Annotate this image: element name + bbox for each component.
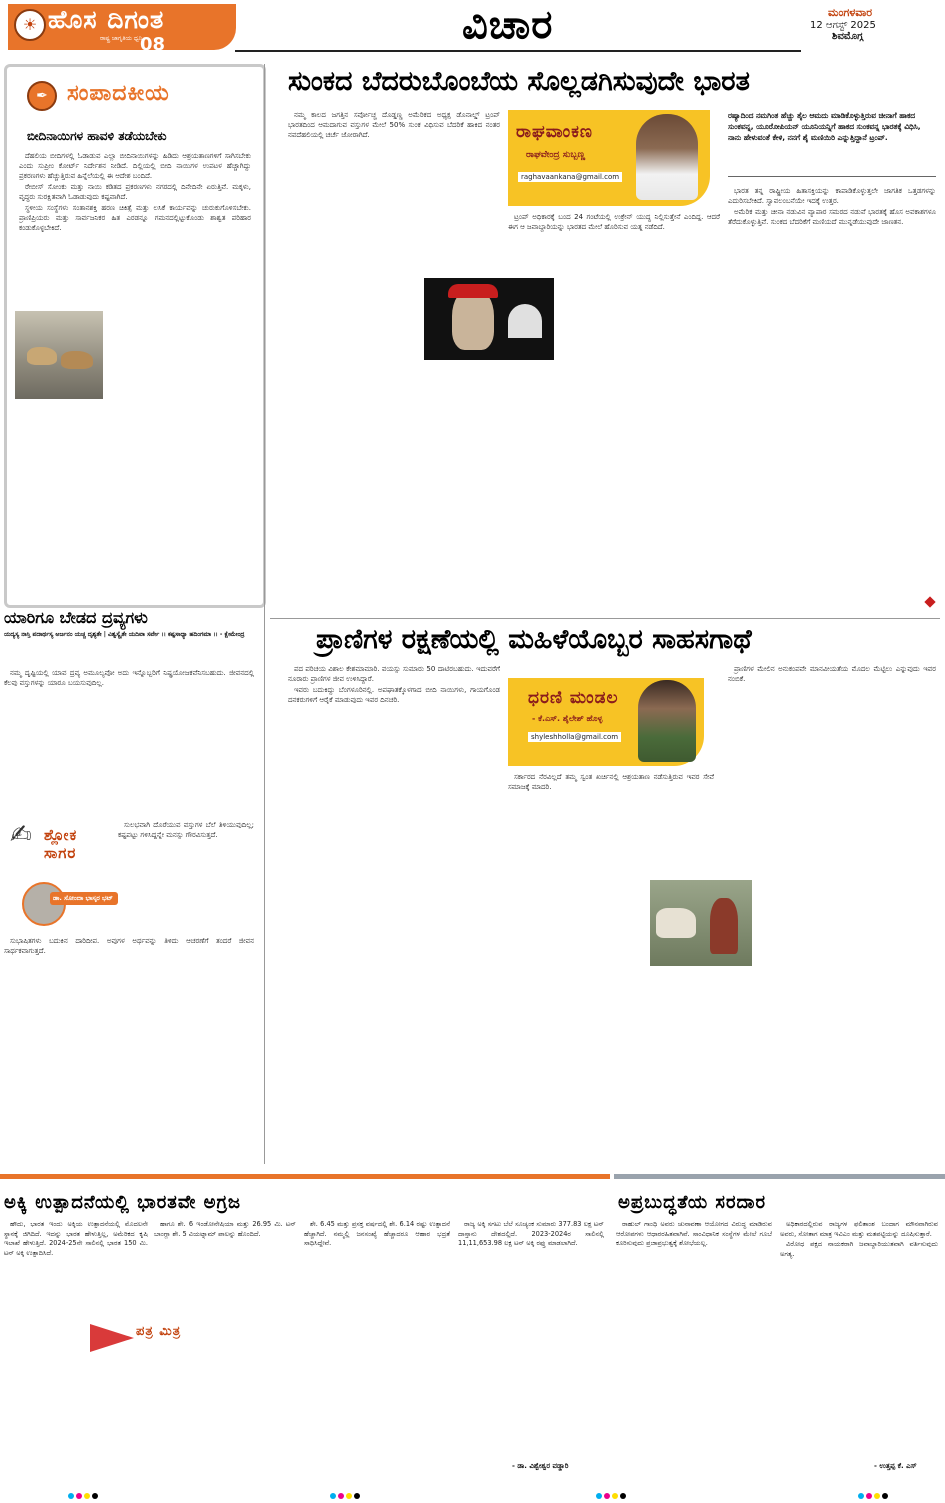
bottom-divider — [0, 1172, 945, 1180]
shloka-author: ಡಾ. ಸೋಂದಾ ಭಾಸ್ಕರ ಭಟ್ — [50, 892, 118, 905]
shloka-body-top: ನಮ್ಮ ದೃಷ್ಟಿಯಲ್ಲಿ ಯಾವ ದ್ರವ್ಯ ಅಮೂಲ್ಯವೋ ಅದು ಇನ್ನೊಬ್ಬರಿಗೆ ನಿಷ್ಪ್ರಯೋಜಕವೆನಿಸಬಹುದು. ಜೀವನದಲ್ಲಿ ಕೆಲವು ವಸ್ತುಗಳನ್ನು ಯಾರೂ ಬಯಸುವುದಿಲ್ಲ. — [4, 669, 254, 687]
dog-figure-icon — [27, 347, 57, 365]
lead-pull-quote: ರಷ್ಯಾದಿಂದ ನಮಗಿಂತ ಹೆಚ್ಚು ತೈಲ ಆಮದು ಮಾಡಿಕೊಳ್ಳುತ್ತಿರುವ ಚೀನಾಗೆ ಹಾಕದ ಸುಂಕವನ್ನ, ಯೂರೋಪಿಯನ್ ಯೂನಿಯನ್ನಿಗೆ ಹಾಕದ ಸುಂಕವನ್ನ ಭಾರತಕ್ಕೆ ವಿಧಿಸಿ, ನಾನು ಹೇಳುವಂತೆ ಕೇಳಿ, ನನಗೆ ಶೈ ಮಣಿಯಿರಿ ಎನ್ನುತ್ತಿದ್ದಾನೆ ಟ್ರಂಪ್. — [728, 111, 921, 142]
second-author-avatar — [638, 680, 696, 762]
lead-author-email: raghavaankana@gmail.com — [518, 172, 622, 182]
left-column-divider — [264, 64, 265, 1164]
immaturity-headline: ಅಪ್ರಬುದ್ಧತೆಯ ಸರದಾರ — [618, 1192, 766, 1213]
shloka-section — [4, 608, 260, 1164]
lead-author-name: ರಾಘವೇಂದ್ರ ಸುಬ್ಬಣ್ಣ — [526, 150, 586, 160]
red-cap-icon — [448, 284, 498, 298]
shloka-badge-box — [4, 820, 112, 930]
day-label: ಮಂಗಳವಾರ — [828, 6, 873, 19]
brand-name: ಹೊಸ ದಿಗಂತ — [48, 5, 165, 34]
second-body-col3: ಪ್ರಾಣಿಗಳ ಮೇಲಿನ ಅನುಕಂಪವೇ ಮಾನವೀಯತೆಯ ಮೊದಲ ಮೆಟ್ಟಿಲು ಎನ್ನುವುದು ಇವರ ನಂಬಿಕೆ. — [728, 665, 936, 683]
bottom-divider-grey — [614, 1174, 945, 1179]
brand-tagline: ರಾಷ್ಟ್ರ ಜಾಗೃತಿಯ ಧ್ವನಿ — [100, 35, 143, 42]
immaturity-article — [616, 1184, 940, 1480]
lead-body-col1: ನಮ್ಮ ಕಾಲದ ಜಗತ್ತಿನ ಸರ್ವೋಚ್ಚ ದೊಡ್ಡಣ್ಣ ಅಮೆರಿಕದ ಅಧ್ಯಕ್ಷ ಡೊನಾಲ್ಡ್ ಟ್ರಂಪ್ ಭಾರತದಿಂದ ಆಮದಾಗುವ ವಸ್ತುಗಳ ಮೇಲೆ 50% ಸುಂಕ ವಿಧಿಸುವ ಬೆದರಿಕೆ ಹಾಕಿದ ನಂತರ ನವದೆಹಲಿಯಲ್ಲಿ ಚರ್ಚೆ ಜೋರಾಗಿದೆ. — [288, 111, 500, 139]
second-body-col2: ಸರ್ಕಾರದ ನೆರವಿಲ್ಲದೆ ತಮ್ಮ ಸ್ವಂತ ಖರ್ಚಿನಲ್ಲಿ ಆಶ್ರಯತಾಣ ನಡೆಸುತ್ತಿರುವ ಇವರ ಸೇವೆ ಸಮಾಜಕ್ಕೆ ಮಾದರಿ. — [508, 773, 714, 791]
lead-author-badge: ರಾಘವಾಂಕಣ — [516, 122, 593, 142]
trump-illustration — [424, 278, 554, 360]
editorial-body: ದೆಹಲಿಯ ಬೀದಿಗಳಲ್ಲಿ ಓಡಾಡುವ ಎಲ್ಲಾ ಬೀದಿನಾಯಿಗಳನ್ನು ಹಿಡಿದು ಆಶ್ರಯತಾಣಗಳಿಗೆ ಸಾಗಿಸಬೇಕು ಎಂದು ಸುಪ್ರೀಂ ಕೋರ್ಟ್ ನಿರ್ದೇಶನ ನೀಡಿದೆ. ದಿಲ್ಲಿಯಲ್ಲಿ ಬೀದಿ ನಾಯಿಗಳ ಉಪಟಳ ಹೆಚ್ಚಾಗಿದ್ದು ಪ್ರಕರಣಗಳು ಹೆಚ್ಚುತ್ತಿರುವ ಹಿನ್ನೆಲೆಯಲ್ಲಿ ಈ ಆದೇಶ ಬಂದಿದೆ. ರೇಬೀಸ್ ಸೋಂಕು ಮತ್ತು ನಾಯಿ ಕಡಿತದ ಪ್ರಕರಣಗಳು ನಗರದಲ್ಲಿ ದಿನೇದಿನೇ ಏರುತ್ತಿವೆ. ಮಕ್ಕಳು, ವೃದ್ಧರು ಸುರಕ್ಷಿತವಾಗಿ ಓಡಾಡುವುದು ಕಷ್ಟವಾಗಿದೆ. ಸ್ಥಳೀಯ ಸಂಸ್ಥೆಗಳು ಸಂತಾನಶಕ್ತಿ ಹರಣ ಚಿಕಿತ್ಸೆ ಮತ್ತು ಲಸಿಕೆ ಕಾರ್ಯವನ್ನು ಚುರುಕುಗೊಳಿಸಬೇಕು. ಪ್ರಾಣಿಪ್ರಿಯರು ಮತ್ತು ಸಾರ್ವಜನಿಕರ ಹಿತ ಎರಡನ್ನೂ ಗಮನದಲ್ಲಿಟ್ಟುಕೊಂಡು ಶಾಶ್ವತ ಪರಿಹಾರ ಕಂಡುಕೊಳ್ಳಬೇಕಿದೆ. — [19, 152, 251, 232]
bottom-divider-orange — [0, 1174, 610, 1179]
second-author-badge: ಧರಣಿ ಮಂಡಲ — [528, 688, 619, 708]
second-author-name: - ಕೆ.ಎಸ್. ಶೈಲೇಶ್ ಹೊಳ್ಳ — [532, 714, 603, 723]
rice-body-col2: ಹಾಗೂ ಶೇ. 6 ಇಂಡೋನೇಷಿಯಾ ಮತ್ತು 26.95 ಮಿ. ಟನ್ ಬಾಂಗ್ಲಾ ಶೇ. 5 ವಿಯಟ್ನಾಮ್ ಪಾಲನ್ನು ಹೊಂದಿದೆ. — [154, 1220, 296, 1238]
paper-plane-icon — [90, 1324, 134, 1352]
rice-byline: - ಡಾ. ವಿಶ್ವೇಶ್ವರ ವಡ್ಡಾರಿ — [512, 1462, 569, 1470]
date-label: 12 ಆಗಸ್ಟ್ 2025 — [810, 20, 876, 31]
rice-body-col1: ಹೌದು, ಭಾರತ ಇಂದು ಅಕ್ಕಿಯ ಉತ್ಪಾದನೆಯಲ್ಲಿ ಮೊದಲನೇ ಸ್ಥಾನಕ್ಕೆ ಜಿಗಿದಿದೆ. ಇದನ್ನು ಭಾರತ ಹೇಳುತ್ತಿಲ್ಲ, ಅಮೆರಿಕದ ಕೃಷಿ ಇಲಾಖೆ ಹೇಳುತ್ತಿದೆ. 2024-25ನೇ ಸಾಲಿನಲ್ಲಿ ಭಾರತ 150 ಮಿ. ಟನ್ ಅಕ್ಕಿ ಉತ್ಪಾದಿಸಿದೆ. — [4, 1220, 148, 1257]
masthead-rule — [235, 50, 801, 52]
lead-bottom-rule — [270, 618, 940, 619]
section-title: ವಿಚಾರ — [462, 2, 554, 48]
quill-icon: ✍ — [10, 820, 32, 850]
lead-headline: ಸುಂಕದ ಬೆದರುಬೊಂಬೆಯ ಸೊಲ್ಲಡಗಿಸುವುದೇ ಭಾರತ — [288, 66, 750, 97]
shloka-body-bottom: ಸುಭಾಷಿತಗಳು ಬದುಕಿನ ದಾರಿದೀಪ. ಅವುಗಳ ಅರ್ಥವನ್ನು ತಿಳಿದು ಆಚರಣೆಗೆ ತಂದರೆ ಜೀವನ ಸಾರ್ಥಕವಾಗುತ್ತದೆ. — [4, 937, 254, 955]
lead-body-col3: ಭಾರತ ತನ್ನ ರಾಷ್ಟ್ರೀಯ ಹಿತಾಸಕ್ತಿಯನ್ನು ಕಾಪಾಡಿಕೊಳ್ಳುತ್ತಲೇ ಜಾಗತಿಕ ಒತ್ತಡಗಳನ್ನು ಎದುರಿಸಬೇಕಿದೆ. ಸ್ವಾವಲಂಬನೆಯೇ ಇದಕ್ಕೆ ಉತ್ತರ. ಅಮೆರಿಕ ಮತ್ತು ಚೀನಾ ನಡುವಿನ ವ್ಯಾಪಾರ ಸಮರದ ನಡುವೆ ಭಾರತಕ್ಕೆ ಹೊಸ ಅವಕಾಶಗಳೂ ತೆರೆದುಕೊಳ್ಳುತ್ತಿವೆ. ಸುಂಕದ ಬೆದರಿಕೆಗೆ ಮಣಿಯದೆ ಮುನ್ನಡೆಯುವುದೇ ಜಾಣತನ. — [728, 187, 936, 226]
editorial-headline: ಬೀದಿನಾಯಿಗಳ ಹಾವಳಿ ತಡೆಯಬೇಕು — [27, 129, 167, 143]
masthead — [0, 0, 945, 60]
second-author-card — [508, 678, 704, 766]
shloka-body-side: ಸುಲಭವಾಗಿ ದೊರೆಯುವ ವಸ್ತುಗಳ ಬೆಲೆ ತಿಳಿಯುವುದಿಲ್ಲ; ಕಷ್ಟಪಟ್ಟು ಗಳಿಸಿದ್ದನ್ನೇ ಮನಸ್ಸು ಗೌರವಿಸುತ್ತದೆ. — [118, 821, 254, 839]
page-number: 08 — [140, 34, 166, 55]
city-label: ಶಿವಮೊಗ್ಗ — [832, 31, 864, 42]
lead-author-avatar — [636, 114, 698, 200]
second-body-col1: ಪದ ಪರಿಚಯ ವಿಶಾಲ ಕೇಶಮಾಮಾರಿ. ವಯಸ್ಸು ಸುಮಾರು 50 ದಾಟಿರಬಹುದು. ಇದುವರೆಗೆ ನೂರಾರು ಪ್ರಾಣಿಗಳ ಜೀವ ಉಳಿಸಿದ್ದಾರೆ. ಇವರು ಬದುಕಿದ್ದು ಬೆಂಗಳೂರಿನಲ್ಲಿ. ಅಪಘಾತಕ್ಕೊಳಗಾದ ಬೀದಿ ನಾಯಿಗಳು, ಗಾಯಗೊಂಡ ದನಕರುಗಳಿಗೆ ಆರೈಕೆ ಮಾಡುವುದು ಇವರ ದಿನಚರಿ. — [288, 665, 500, 704]
registration-marks-4 — [858, 1484, 890, 1503]
registration-marks-3 — [596, 1484, 628, 1503]
rice-body-col4: ರಾಜ್ಯ ಅಕ್ಕಿ ಸಗಟು ಬೆಲೆ ಸೂಚ್ಯಂಕ ಸುಮಾರು 377.83 ಲಕ್ಷ ಟನ್ ದಾಸ್ತಾನು ದೇಶದಲ್ಲಿದೆ. 2023-2024ರ ಸಾಲಿನಲ್ಲಿ 11,11,653.98 ಲಕ್ಷ ಟನ್ ಅಕ್ಕಿ ರಫ್ತು ಮಾಡಲಾಗಿದೆ. — [458, 1220, 604, 1248]
registration-marks-2 — [330, 1484, 362, 1503]
shloka-intro: ಯದ್ಯಸ್ಯ ನಾಸ್ತಿ ಪದಾರ್ಥಸ್ಯ ಅರ್ಜನಂ ಯಚ್ಚ ದೃಶ್ಯತೇ | ವಿಶ್ವಸ್ಯೈತೇ ಯದಿವಾ ಸರ್ವೇ ।। ಕಷ್ಟಸಾಧ್ಯಾ ಹದಿಂಗಮಾ ।। - ಕ್ಷೇಮೇಂದ್ರ — [4, 631, 245, 638]
pull-quote-rule — [728, 176, 936, 177]
immaturity-byline: - ಉತ್ತಪ್ಪ ಕೆ. ಎಸ್ — [874, 1462, 917, 1470]
capitol-dome-icon — [508, 304, 542, 338]
lead-body-col2: ಟ್ರಂಪ್ ಅಧಿಕಾರಕ್ಕೆ ಬಂದ 24 ಗಂಟೆಯಲ್ಲಿ ಉಕ್ರೇನ್ ಯುದ್ಧ ನಿಲ್ಲಿಸುತ್ತೇನೆ ಎಂದಿದ್ದ. ಆದರೆ ಈಗ ಆ ಜವಾಬ್ದಾರಿಯನ್ನು ಭಾರತದ ಮೇಲೆ ಹೊರಿಸುವ ಯತ್ನ ನಡೆದಿದೆ. — [508, 213, 720, 231]
brand-logo-icon: ☀ — [14, 9, 46, 41]
patra-mitra-label: ಪತ್ರ ಮಿತ್ರ — [136, 1324, 182, 1339]
rice-article — [4, 1184, 604, 1480]
date-block — [810, 6, 938, 42]
shloka-headline: ಯಾರಿಗೂ ಬೇಡದ ದ್ರವ್ಯಗಳು — [4, 608, 148, 627]
registration-marks-1 — [68, 1484, 100, 1503]
second-author-email: shyleshholla@gmail.com — [528, 732, 621, 742]
stray-dogs-photo — [15, 311, 103, 399]
immaturity-body-col2: ಅಧಿಕಾರದಲ್ಲಿರುವ ರಾಜ್ಯಗಳ ಫಲಿತಾಂಶ ಬಂದಾಗ ಮೌನವಾಗಿರುವ ಅವರು, ಸೋತಾಗ ಮಾತ್ರ ಇವಿಎಂ ಮತ್ತು ಮತಪಟ್ಟಿಯನ್ನು ದೂಷಿಸುತ್ತಾರೆ. ವಿರೋಧ ಪಕ್ಷದ ನಾಯಕರಾಗಿ ಜವಾಬ್ದಾರಿಯುತವಾಗಿ ವರ್ತಿಸುವುದು ಅಗತ್ಯ. — [780, 1220, 938, 1258]
cow-figure-icon — [656, 908, 696, 938]
rice-headline: ಅಕ್ಕಿ ಉತ್ಪಾದನೆಯಲ್ಲಿ ಭಾರತವೇ ಅಗ್ರಜ — [4, 1192, 242, 1213]
editorial-badge: ಸಂಪಾದಕೀಯ — [67, 81, 170, 106]
immaturity-body-col1: ರಾಹುಲ್ ಗಾಂಧಿ ಅವರು ಚುನಾವಣಾ ಆಯೋಗದ ವಿರುದ್ಧ ಮಾಡಿರುವ ಆರೋಪಗಳು ಆಧಾರರಹಿತವಾಗಿವೆ. ಸಾಂವಿಧಾನಿಕ ಸಂಸ್ಥೆಗಳ ಮೇಲೆ ಗೂಬೆ ಕೂರಿಸುವುದು ಪ್ರಜಾಪ್ರಭುತ್ವಕ್ಕೆ ಶೋಭೆಯಲ್ಲ. — [616, 1220, 772, 1248]
dog-figure-icon — [61, 351, 93, 369]
editorial-logo-icon: ✒ — [27, 81, 57, 111]
second-headline: ಪ್ರಾಣಿಗಳ ರಕ್ಷಣೆಯಲ್ಲಿ ಮಹಿಳೆಯೊಬ್ಬರ ಸಾಹಸಗಾಥೆ — [316, 624, 752, 655]
shloka-column-badge: ಶ್ಲೋಕ ಸಾಗರ — [44, 826, 78, 862]
lead-author-card — [508, 110, 710, 206]
editorial-box — [4, 64, 266, 608]
rice-body-col3: ಶೇ. 6.45 ಮತ್ತು ಪ್ರಸಕ್ತ ವರ್ಷದಲ್ಲಿ ಶೇ. 6.14 ರಷ್ಟು ಉತ್ಪಾದನೆ ಹೆಚ್ಚಾಗಿದೆ. ನಮ್ಮಲ್ಲಿ ಜನಸಂಖ್ಯೆ ಹೆಚ್ಚಾದರೂ ಆಹಾರ ಭದ್ರತೆ ಸಾಧಿಸಿದ್ದೇವೆ. — [304, 1220, 450, 1248]
